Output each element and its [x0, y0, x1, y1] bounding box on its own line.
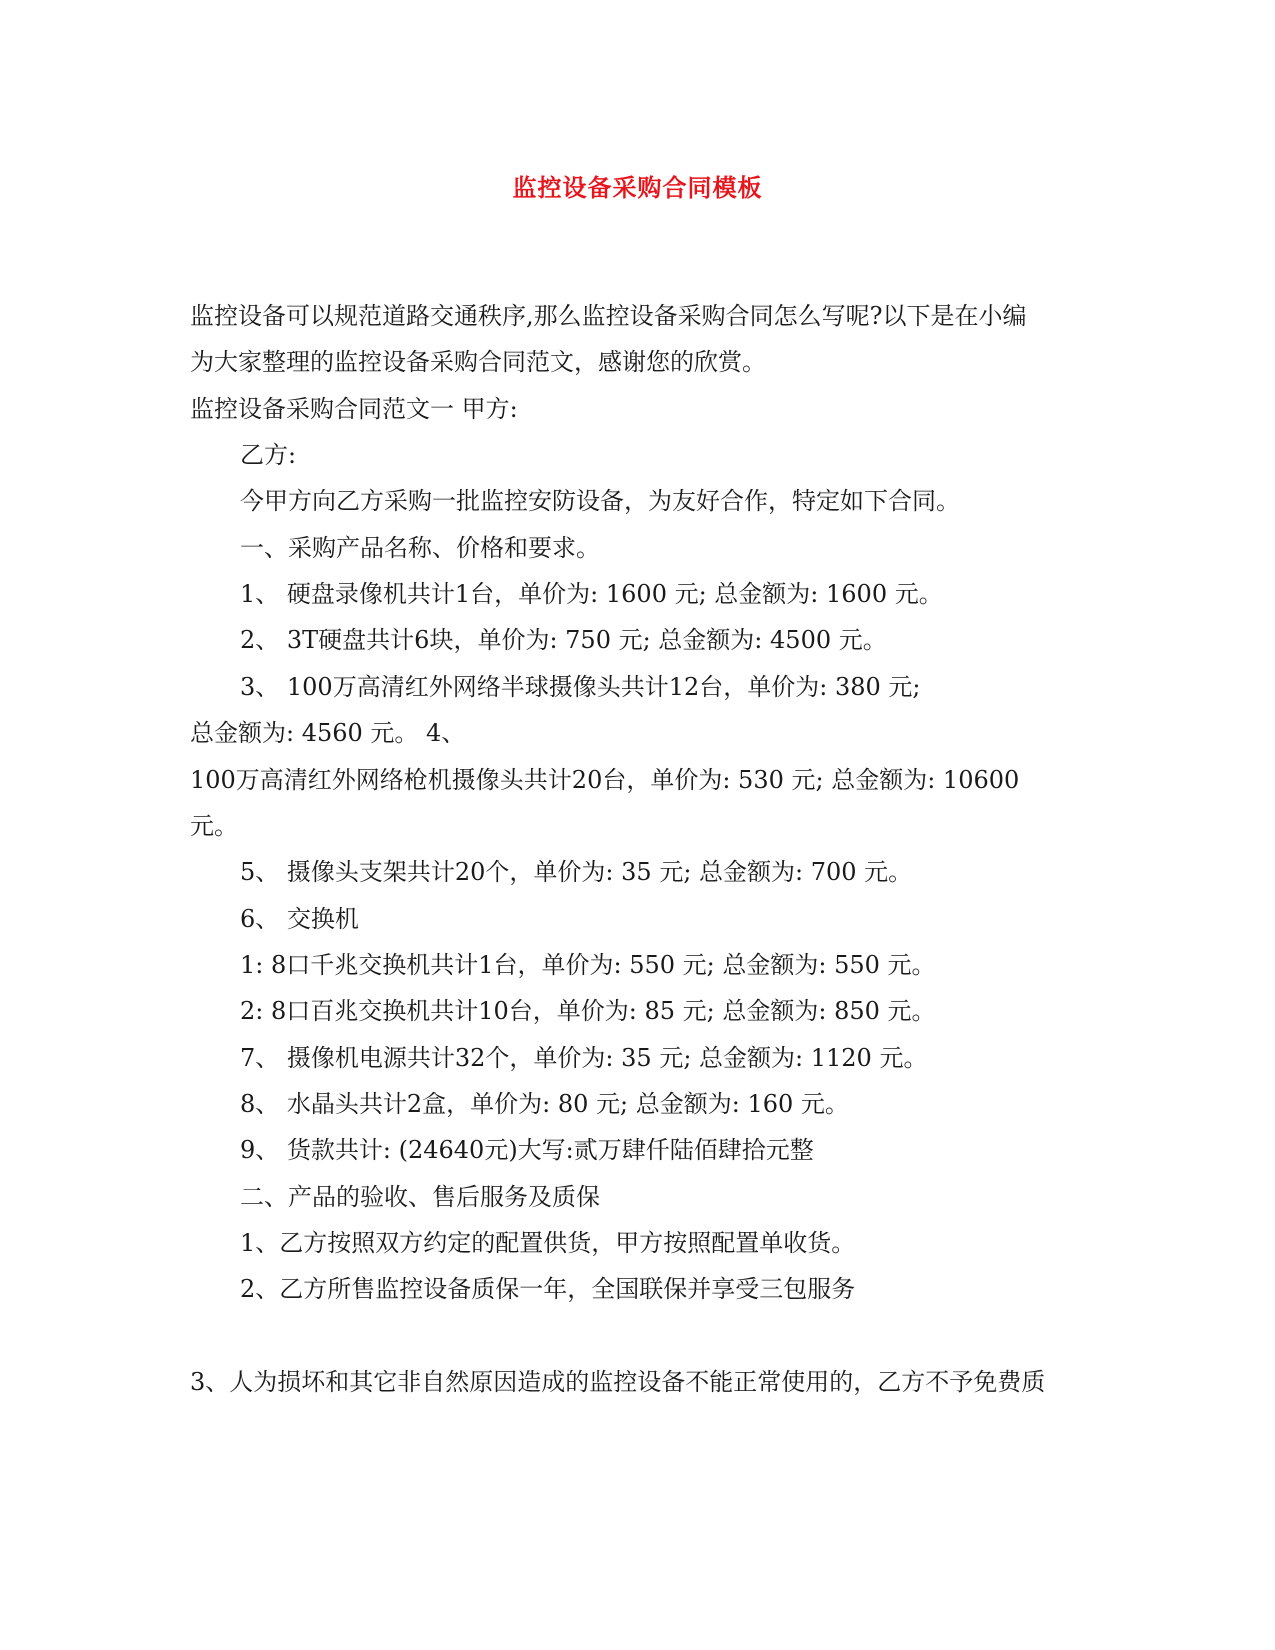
item-line-3-total: 总金额为: 4560 元。 4、 — [190, 719, 466, 747]
item-line-6-1: 1: 8口千兆交换机共计1台，单价为: 550 元; 总金额为: 550 元。 — [240, 951, 936, 979]
item-line-5: 5、 摄像头支架共计20个，单价为: 35 元; 总金额为: 700 元。 — [240, 858, 913, 886]
item-line-4: 100万高清红外网络枪机摄像头共计20台，单价为: 530 元; 总金额为: 10600 — [190, 766, 1020, 794]
item-line-2: 2、 3T硬盘共计6块，单价为: 750 元; 总金额为: 4500 元。 — [240, 626, 887, 654]
item-line-8: 8、 水晶头共计2盒，单价为: 80 元; 总金额为: 160 元。 — [240, 1090, 849, 1118]
section-heading-party-a: 监控设备采购合同范文一 甲方: — [190, 395, 518, 423]
item-line-3: 3、 100万高清红外网络半球摄像头共计12台，单价为: 380 元; — [240, 673, 921, 701]
clause-2-item-3: 3、人为损坏和其它非自然原因造成的监控设备不能正常使用的，乙方不予免费质 — [190, 1368, 1046, 1396]
item-line-6: 6、 交换机 — [240, 905, 359, 933]
intro-line-1: 监控设备可以规范道路交通秩序,那么监控设备采购合同怎么写呢?以下是在小编 — [190, 302, 1027, 330]
document-title: 监控设备采购合同模板 — [512, 173, 763, 202]
clause-2-item-1: 1、乙方按照双方约定的配置供货，甲方按照配置单收货。 — [240, 1229, 856, 1257]
contract-preamble: 今甲方向乙方采购一批监控安防设备，为友好合作，特定如下合同。 — [240, 487, 960, 515]
item-line-1: 1、 硬盘录像机共计1台，单价为: 1600 元; 总金额为: 1600 元。 — [240, 580, 943, 608]
party-b-label: 乙方: — [240, 441, 297, 469]
item-line-9: 9、 货款共计: (24640元)大写:贰万肆仟陆佰肆拾元整 — [240, 1136, 814, 1164]
clause-heading-1: 一、采购产品名称、价格和要求。 — [240, 534, 600, 562]
intro-line-2: 为大家整理的监控设备采购合同范文，感谢您的欣赏。 — [190, 348, 766, 376]
item-line-7: 7、 摄像机电源共计32个，单价为: 35 元; 总金额为: 1120 元。 — [240, 1044, 928, 1072]
item-line-6-2: 2: 8口百兆交换机共计10台，单价为: 85 元; 总金额为: 850 元。 — [240, 997, 936, 1025]
clause-heading-2: 二、产品的验收、售后服务及质保 — [240, 1183, 600, 1211]
item-line-4-unit: 元。 — [190, 812, 238, 840]
clause-2-item-2: 2、乙方所售监控设备质保一年，全国联保并享受三包服务 — [240, 1275, 856, 1303]
